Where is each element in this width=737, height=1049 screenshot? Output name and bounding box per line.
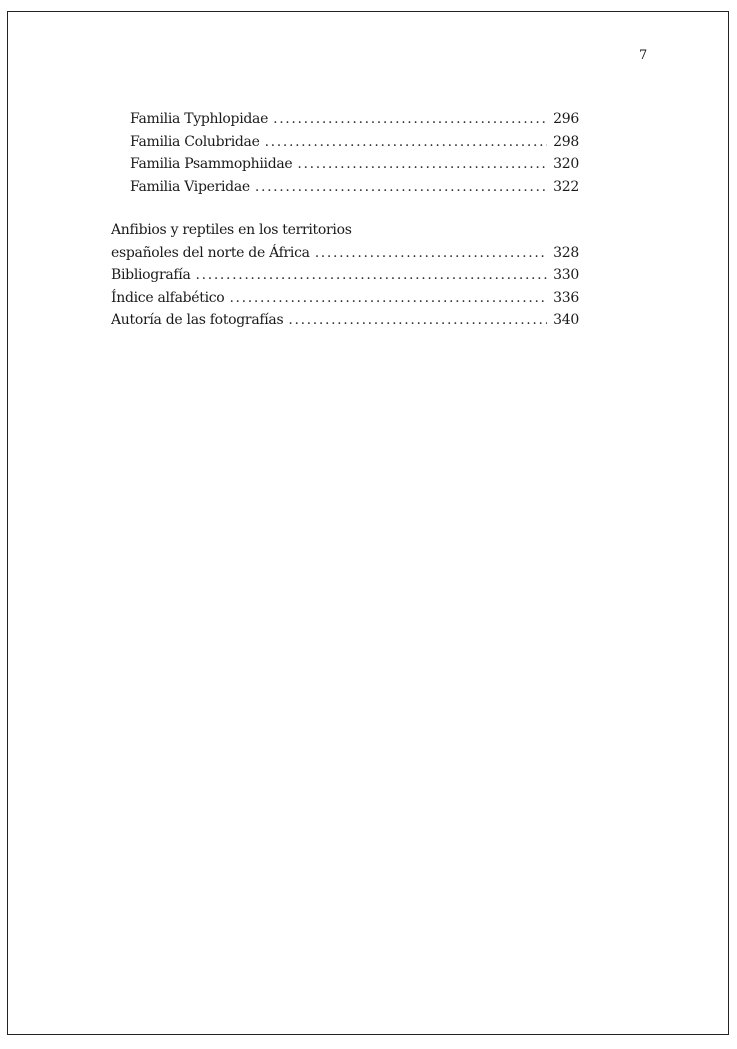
toc-leader-dots	[297, 153, 547, 176]
toc-entry-label: Familia Colubridae	[130, 133, 260, 150]
toc-entry-label: Autoría de las fotografías	[111, 312, 284, 328]
toc-leader-dots	[288, 309, 547, 332]
toc-entry-page: 322	[553, 178, 579, 195]
toc-entry-label: Bibliografía	[111, 267, 191, 283]
toc-leader-dots	[265, 131, 548, 154]
toc-leader-dots	[255, 176, 547, 199]
toc-entry-psammophiidae	[111, 153, 579, 176]
toc-leader-dots	[315, 242, 547, 265]
page-number: 7	[639, 48, 648, 63]
toc-entry-page: 336	[553, 289, 579, 306]
toc-entry-typhlopidae	[111, 108, 579, 131]
toc-entry-viperidae	[111, 176, 579, 199]
toc-entry-label: Familia Typhlopidae	[130, 111, 269, 127]
toc-entry-page: 328	[553, 244, 579, 261]
toc-entry-page: 320	[553, 156, 579, 172]
toc-entry-label: españoles del norte de África	[111, 244, 310, 261]
toc-entry-anfibios-line2	[111, 242, 579, 265]
toc-section-gap	[111, 198, 579, 219]
toc-entry-page: 340	[553, 312, 579, 328]
toc-entry-label: Familia Psammophiidae	[130, 156, 293, 172]
toc-entry-page: 330	[553, 267, 579, 283]
toc-entry-label: Familia Viperidae	[130, 178, 250, 195]
toc-entry-anfibios-line1	[111, 219, 579, 242]
toc-leader-dots	[273, 108, 547, 131]
toc-entry-autoria	[111, 309, 579, 332]
toc-entry-page: 298	[553, 133, 579, 150]
toc-leader-dots	[229, 287, 547, 310]
table-of-contents	[111, 108, 579, 332]
toc-entry-label: Anfibios y reptiles en los territorios	[111, 222, 352, 238]
toc-entry-colubridae	[111, 131, 579, 154]
toc-leader-dots	[196, 264, 548, 287]
toc-entry-indice	[111, 287, 579, 310]
book-page	[7, 11, 729, 1035]
toc-entry-bibliografia	[111, 264, 579, 287]
toc-entry-page: 296	[553, 111, 579, 127]
toc-entry-label: Índice alfabético	[111, 289, 225, 306]
